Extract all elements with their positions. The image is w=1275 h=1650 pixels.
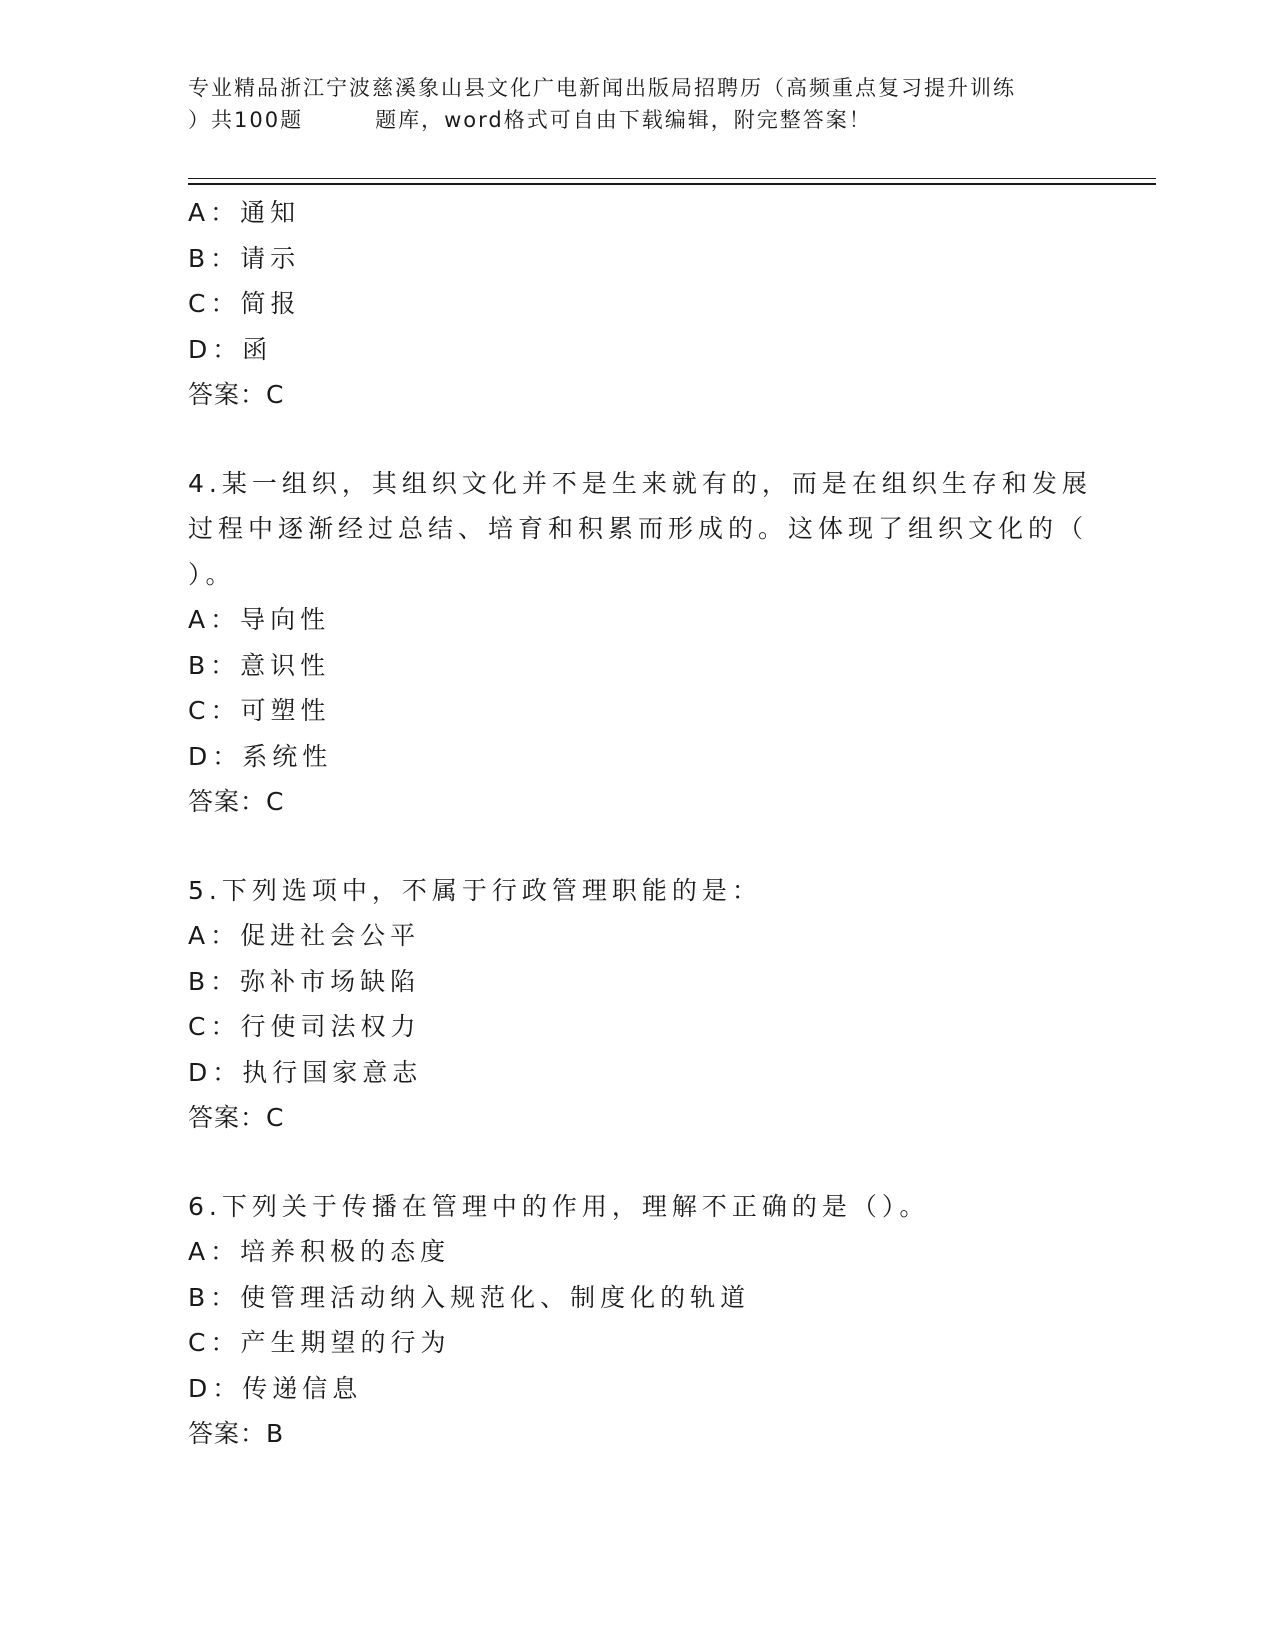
option-c: C：行使司法权力 xyxy=(188,1012,421,1041)
answer: 答案：C xyxy=(188,380,285,409)
document-header xyxy=(188,72,1088,136)
header-rule-thin xyxy=(188,178,1156,179)
option-d: D：函 xyxy=(188,334,273,364)
option-c: C：产生期望的行为 xyxy=(188,1328,451,1357)
option-c: C：可塑性 xyxy=(188,696,331,725)
option-a: A：促进社会公平 xyxy=(188,921,421,950)
option-c: C：简报 xyxy=(188,289,301,318)
option-a: A：培养积极的态度 xyxy=(188,1237,451,1266)
header-line-2-end: 题库，word格式可自由下载编辑，附完整答案！ xyxy=(375,108,872,132)
question-6 xyxy=(188,1184,1108,1457)
question-text-line: 5.下列选项中，不属于行政管理职能的是： xyxy=(188,875,762,905)
option-b: B：意识性 xyxy=(188,650,331,680)
option-a: A：通知 xyxy=(188,198,301,227)
header-rule-thick xyxy=(188,183,1156,185)
option-b: B：弥补市场缺陷 xyxy=(188,966,421,996)
option-d: D：传递信息 xyxy=(188,1373,363,1403)
question-text-line: 6.下列关于传播在管理中的作用，理解不正确的是（）。 xyxy=(188,1191,930,1221)
option-d: D：执行国家意志 xyxy=(188,1057,423,1087)
question-5 xyxy=(188,868,1108,1141)
header-line-2 xyxy=(188,104,1088,136)
header-line-2-start: ）共100题 xyxy=(188,108,304,132)
header-line-1: 专业精品浙江宁波慈溪象山县文化广电新闻出版局招聘历（高频重点复习提升训练 xyxy=(188,76,1016,100)
question-3 xyxy=(188,190,1108,418)
option-d: D：系统性 xyxy=(188,741,333,771)
question-text-line: 过程中逐渐经过总结、培育和积累而形成的。这体现了组织文化的（ xyxy=(188,514,1089,543)
option-b: B：请示 xyxy=(188,243,301,273)
question-text-line: 4.某一组织，其组织文化并不是生来就有的，而是在组织生存和发展 xyxy=(188,468,1092,498)
option-b: B：使管理活动纳入规范化、制度化的轨道 xyxy=(188,1282,751,1312)
question-text-line: ）。 xyxy=(188,559,236,589)
question-4 xyxy=(188,461,1108,825)
answer: 答案：C xyxy=(188,787,285,816)
answer: 答案：B xyxy=(188,1419,285,1448)
option-a: A：导向性 xyxy=(188,605,331,634)
question-list xyxy=(188,190,1108,1457)
answer: 答案：C xyxy=(188,1103,285,1132)
